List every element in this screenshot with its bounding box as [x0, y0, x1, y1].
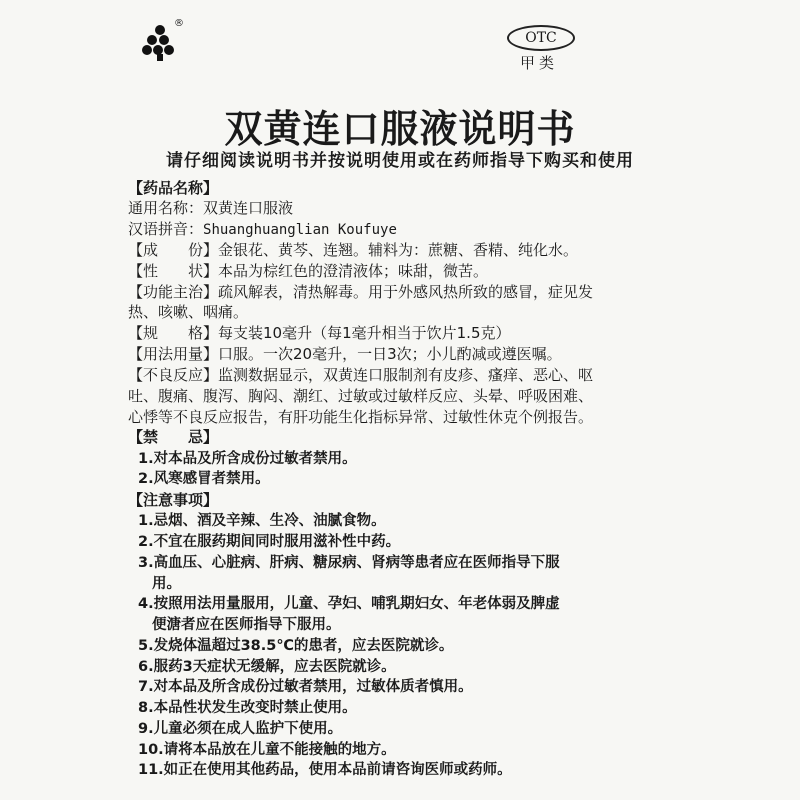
precaution-item-cont: 便溏者应在医师指导下服用。 [152, 617, 341, 633]
contraindications-title: 【禁 忌】 [128, 428, 219, 446]
pinyin-label: 汉语拼音： [128, 220, 204, 238]
common-name: 通用名称：双黄连口服液 [128, 199, 294, 217]
precaution-item: 1.忌烟、酒及辛辣、生冷、油腻食物。 [138, 513, 386, 529]
precaution-item: 4.按照用法用量服用，儿童、孕妇、哺乳期妇女、年老体弱及脾虚 [138, 596, 560, 612]
page-subtitle: 请仔细阅读说明书并按说明使用或在药师指导下购买和使用 [166, 151, 634, 171]
contraindication-item: 2.风寒感冒者禁用。 [138, 471, 270, 487]
logo-icon [142, 20, 192, 62]
ingredients: 【成 份】金银花、黄芩、连翘。辅料为：蔗糖、香精、纯化水。 [128, 241, 579, 259]
precaution-item: 10.请将本品放在儿童不能接触的地方。 [138, 742, 396, 758]
precaution-item: 8.本品性状发生改变时禁止使用。 [138, 700, 357, 716]
specification: 【规 格】每支装10毫升（每1毫升相当于饮片1.5克） [128, 324, 511, 342]
page-title: 双黄连口服液说明书 [224, 107, 576, 151]
precaution-item: 2.不宜在服药期间同时服用滋补性中药。 [138, 534, 401, 550]
adverse-reactions-line: 吐、腹痛、腹泻、胸闷、潮红、过敏或过敏样反应、头晕、呼吸困难、 [128, 387, 594, 405]
precaution-item: 6.服药3天症状无缓解，应去医院就诊。 [138, 659, 396, 675]
pinyin-value: Shuanghuanglian Koufuye [203, 222, 397, 238]
otc-class: 甲类 [520, 54, 559, 72]
precaution-item: 11.如正在使用其他药品，使用本品前请咨询医师或药师。 [138, 762, 512, 778]
properties: 【性 状】本品为棕红色的澄清液体；味甜，微苦。 [128, 262, 489, 280]
adverse-reactions-line: 【不良反应】监测数据显示，双黄连口服制剂有皮疹、瘙痒、恶心、呕 [128, 366, 594, 384]
precaution-item: 9.儿童必须在成人监护下使用。 [138, 721, 343, 737]
precaution-item-cont: 用。 [152, 576, 181, 592]
precaution-item: 5.发烧体温超过38.5℃的患者，应去医院就诊。 [138, 638, 454, 654]
otc-badge: OTC [507, 25, 575, 51]
registered-mark: ® [174, 18, 184, 29]
precaution-item: 7.对本品及所含成份过敏者禁用，过敏体质者慎用。 [138, 679, 473, 695]
dosage: 【用法用量】口服。一次20毫升，一日3次；小儿酌减或遵医嘱。 [128, 345, 562, 363]
pinyin-row [128, 219, 397, 240]
adverse-reactions-line: 心悸等不良反应报告，有肝功能生化指标异常、过敏性休克个例报告。 [128, 408, 594, 426]
precautions-title: 【注意事项】 [128, 491, 219, 509]
drug-name-section: 【药品名称】 [128, 179, 219, 197]
contraindication-item: 1.对本品及所含成份过敏者禁用。 [138, 451, 357, 467]
indications-line: 热、咳嗽、咽痛。 [128, 303, 249, 321]
brand-logo [142, 20, 192, 62]
indications-line: 【功能主治】疏风解表，清热解毒。用于外感风热所致的感冒，症见发 [128, 283, 594, 301]
precaution-item: 3.高血压、心脏病、肝病、糖尿病、肾病等患者应在医师指导下服 [138, 555, 560, 571]
